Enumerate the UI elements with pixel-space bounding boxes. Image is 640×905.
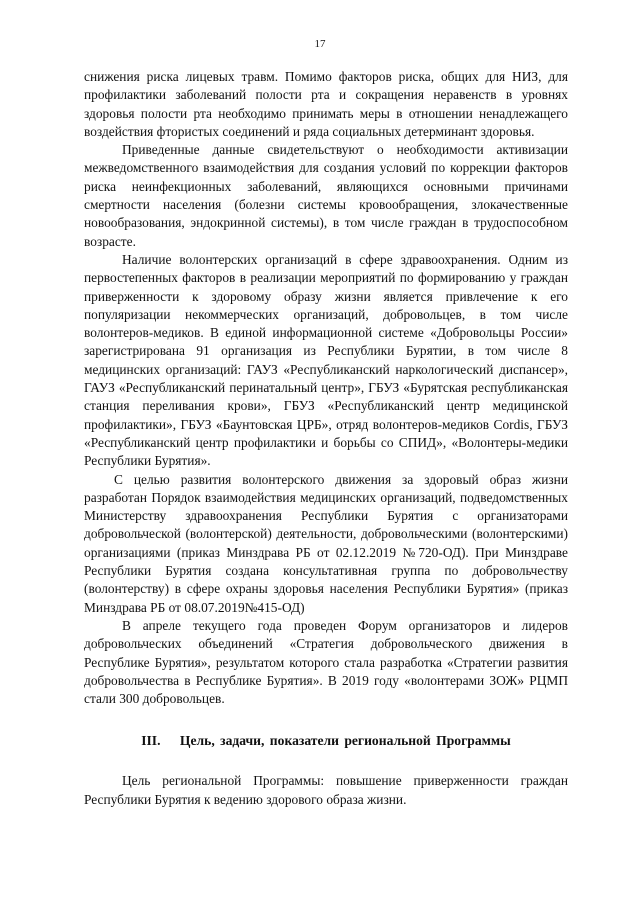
paragraph-continuation: снижения риска лицевых травм. Помимо факторов риска, общих для НИЗ, для профилактики заболеваний полости рта и сокращения неравенств в уровнях здоровья полости рта необходимо принимать меры в отношении ненадлежащего воздействия фтористых соединений и ряда социальных детерминант здоровья.	[84, 69, 568, 139]
section-title: Цель, задачи, показатели региональной Программы	[179, 733, 511, 749]
document-body	[84, 68, 568, 809]
paragraph-intersectoral: Приведенные данные свидетельствуют о необходимости активизации межведомственного взаимодействия для создания условий по коррекции факторов риска неинфекционных заболеваний, являющихся основными причинами смертности населения (болезни системы кровообращения, злокачественные новообразования, эндокринной системы), в том числе граждан в трудоспособном возрасте.	[84, 142, 568, 249]
paragraph-forum: В апреле текущего года проведен Форум организаторов и лидеров добровольческих объединений «Стратегия добровольческого движения в Республике Бурятия», результатом которого стала разработка «Стратегии развития добровольчества в Республике Бурятия». В 2019 году «волонтерами ЗОЖ» РЦМП стали 300 добровольцев.	[84, 617, 568, 707]
paragraph-goal: Цель региональной Программы: повышение приверженности граждан Республики Бурятия к ведению здорового образа жизни.	[84, 773, 568, 807]
paragraph-procedure: С целью развития волонтерского движения за здоровый образ жизни разработан Порядок взаимодействия медицинских организаций, подведомственных Министерству здравоохранения Республики Бурятия с организаторами добровольческой (волонтерской) деятельности, добровольческими (волонтерскими) организациями (приказ Минздрава РБ от 02.12.2019 №720-ОД). При Минздраве Республики Бурятия создана консультативная группа по добровольчеству (волонтерству) в сфере охраны здоровья населения Республики Бурятия» (приказ Минздрава РБ от 08.07.2019№415-ОД)	[84, 471, 568, 615]
section-number: III.	[141, 733, 161, 749]
section-heading	[84, 732, 568, 750]
page-number: 17	[314, 38, 326, 50]
paragraph-volunteers: Наличие волонтерских организаций в сфере здравоохранения. Одним из первостепенных факторов в реализации мероприятий по формированию у граждан приверженности к здоровому образу жизни является привлечение к его популяризации некоммерческих организаций, добровольцев, в том числе волонтеров-медиков. В единой информационной системе «Добровольцы России» зарегистрирована 91 организация из Республики Бурятии, в том числе 8 медицинских организаций: ГАУЗ «Республиканский наркологический диспансер», ГАУЗ «Республиканский перинатальный центр», ГБУЗ «Бурятская республиканская станция переливания крови», ГБУЗ «Республиканский центр медицинской профилактики», ГБУЗ «Баунтовская ЦРБ», отряд волонтеров-медиков Cordis, ГБУЗ «Республиканский центр профилактики и борьбы со СПИД», «Волонтеры-медики Республики Бурятия».	[84, 251, 568, 469]
